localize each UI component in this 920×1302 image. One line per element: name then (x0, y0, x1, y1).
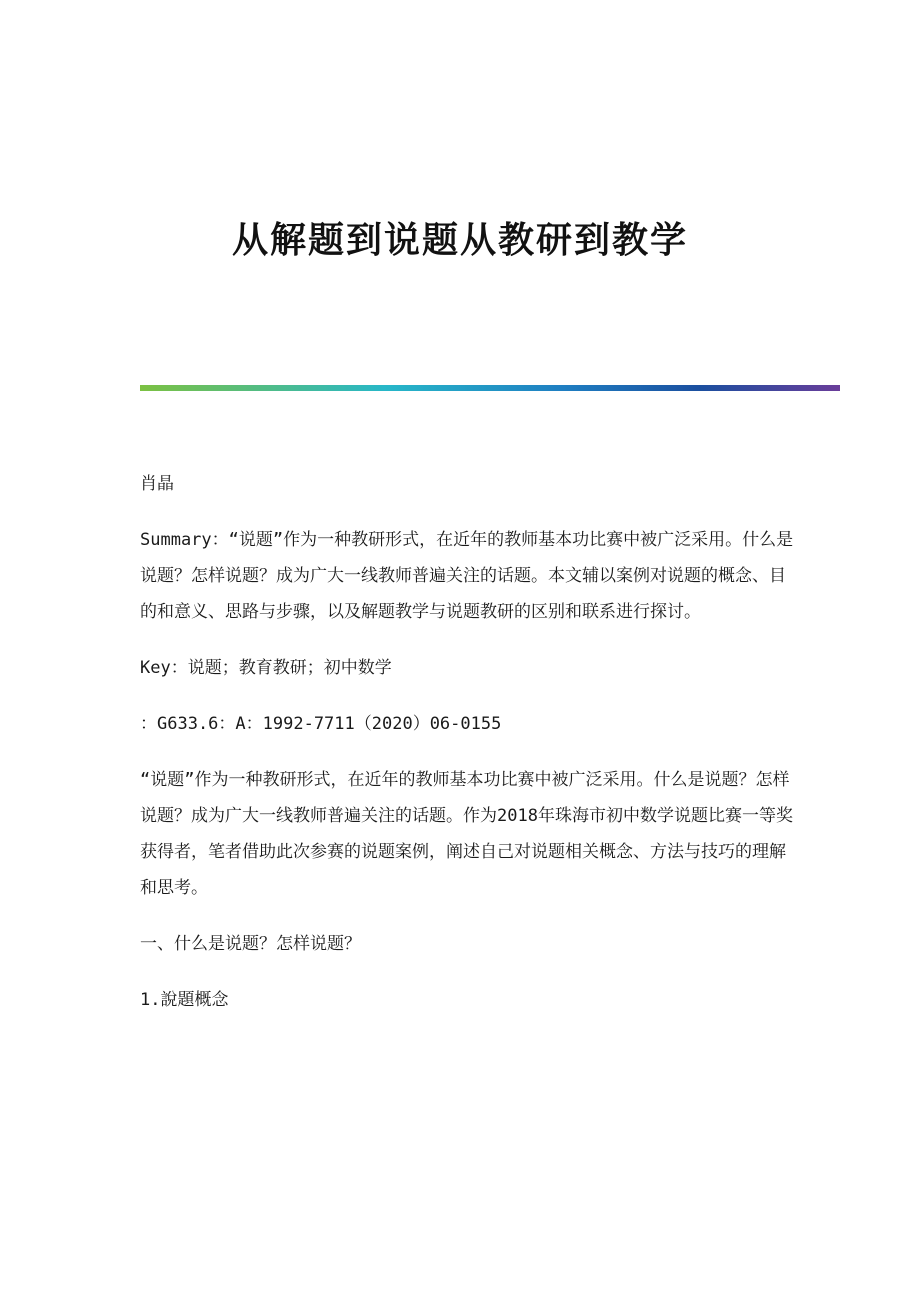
summary-paragraph (140, 522, 800, 630)
subsection-heading: 1.說題概念 (140, 990, 229, 1010)
classification-line: ：G633.6：A：1992-7711（2020）06-0155 (140, 714, 502, 734)
keywords-text: 说题；教育教研；初中数学 (187, 658, 392, 678)
author-name: 肖晶 (140, 474, 174, 494)
gradient-divider (140, 385, 840, 391)
summary-text: “说题”作为一种教研形式，在近年的教师基本功比赛中被广泛采用。什么是说题？怎样说题？成为广大一线教师普遍关注的话题。本文辅以案例对说题的概念、目的和意义、思路与步骤，以及解题教学与说题教研的区别和联系进行探讨。 (140, 530, 794, 622)
document-body (140, 466, 800, 1038)
keywords-label: Key： (140, 658, 188, 678)
section-heading: 一、什么是说题？怎样说题？ (140, 934, 361, 954)
summary-label: Summary： (140, 530, 229, 550)
keywords-line (140, 650, 800, 686)
intro-paragraph: “说题”作为一种教研形式，在近年的教师基本功比赛中被广泛采用。什么是说题？怎样说题？成为广大一线教师普遍关注的话题。作为2018年珠海市初中数学说题比赛一等奖获得者，笔者借助此次参赛的说题案例，阐述自己对说题相关概念、方法与技巧的理解和思考。 (140, 770, 793, 898)
document-title: 从解题到说题从教研到教学 (231, 219, 688, 261)
author-line (140, 466, 800, 502)
